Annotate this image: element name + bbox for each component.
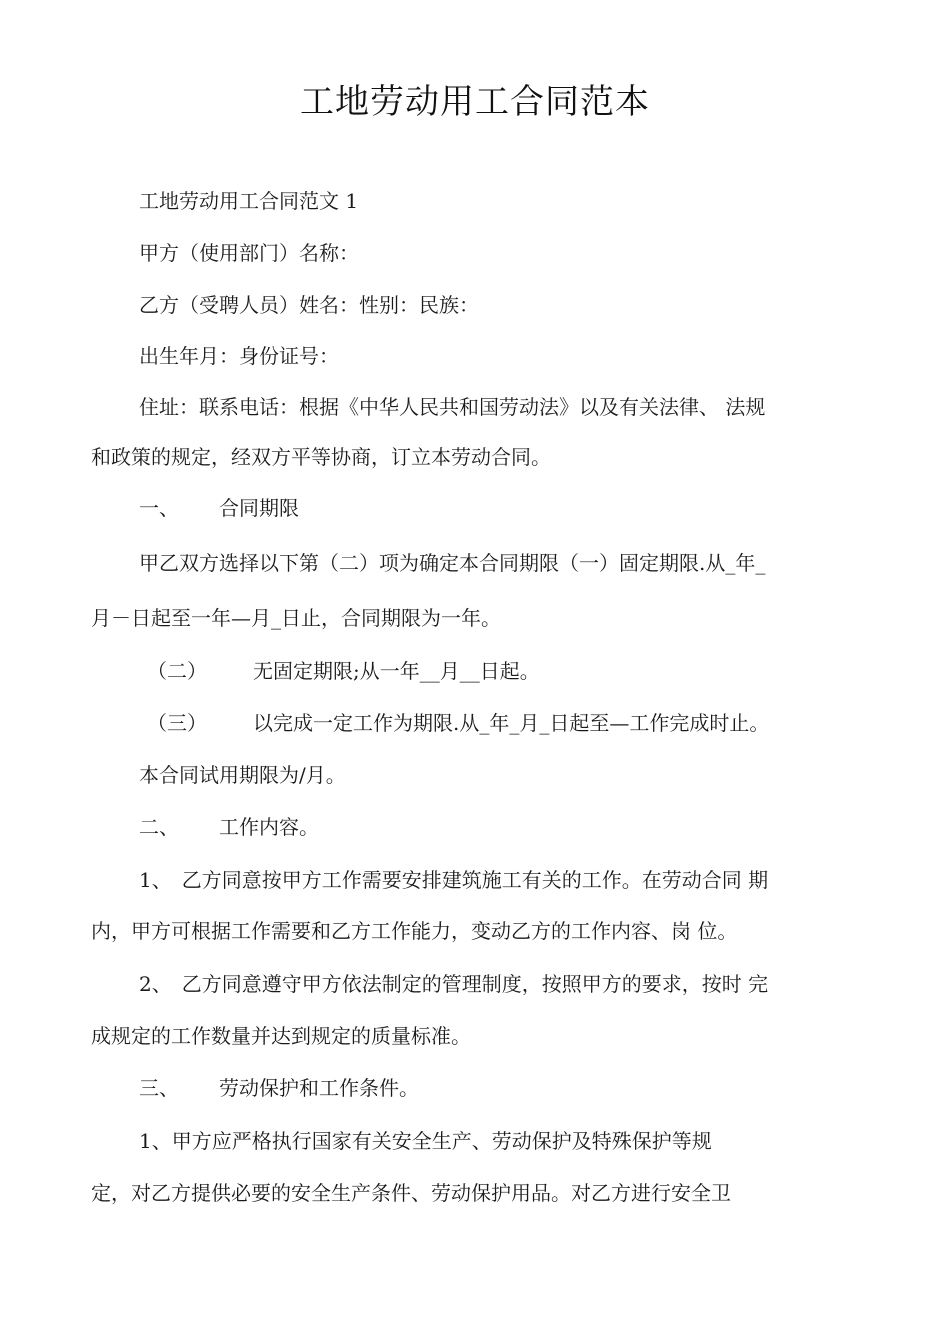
party-b-line: [139, 290, 479, 320]
clause-text: 乙方同意按甲方工作需要安排建筑施工有关的工作。在劳动合同 期: [181, 868, 769, 892]
section-number: 二、: [139, 815, 179, 839]
line-text: 乙方（受聘人员）姓名：性别：民族：: [139, 293, 479, 317]
section-heading: [139, 1073, 419, 1103]
document-title: 工地劳动用工合同范本: [300, 82, 650, 122]
birth-id-line: [139, 341, 339, 371]
item-text: 无固定期限;从一年__月__日起。: [253, 659, 540, 683]
line-text: 甲方（使用部门）名称：: [139, 241, 359, 265]
item-number: （三）: [147, 711, 207, 735]
section-heading: [139, 812, 319, 842]
section-heading-text: 劳动保护和工作条件。: [219, 1076, 419, 1100]
line-text: 住址：联系电话：根据《中华人民共和国劳动法》以及有关法律、 法规: [139, 395, 766, 419]
subtitle-line: [139, 186, 358, 216]
item-number: （二）: [147, 659, 207, 683]
line-text: 出生年月：身份证号：: [139, 344, 339, 368]
section-number: 一、: [139, 496, 179, 520]
clause-number: 1、: [139, 868, 172, 892]
clause-text: 乙方同意遵守甲方依法制定的管理制度，按照甲方的要求，按时 完: [181, 972, 769, 996]
address-line: [139, 392, 765, 422]
clause-continuation: [91, 1021, 471, 1051]
section-number: 三、: [139, 1076, 179, 1100]
line-text: 成规定的工作数量并达到规定的质量标准。: [91, 1024, 471, 1048]
clause-line: [139, 1126, 712, 1156]
probation-line: [139, 760, 346, 790]
term-choice-line: [139, 548, 765, 578]
clause-line: [139, 865, 768, 895]
line-text: 1、甲方应严格执行国家有关安全生产、劳动保护及特殊保护等规: [139, 1129, 712, 1153]
clause-line: [139, 969, 768, 999]
line-text: 内，甲方可根据工作需要和乙方工作能力，变动乙方的工作内容、岗 位。: [91, 919, 738, 943]
clause-continuation: [91, 916, 737, 946]
line-text: 定，对乙方提供必要的安全生产条件、劳动保护用品。对乙方进行安全卫: [91, 1181, 731, 1205]
item-text: 以完成一定工作为期限.从_年_月_日起至—工作完成时止。: [253, 711, 770, 735]
party-a-line: [139, 238, 359, 268]
line-text: 甲乙双方选择以下第（二）项为确定本合同期限（一）固定期限.从_年_: [139, 551, 766, 575]
clause-number: 2、: [139, 972, 172, 996]
line-text: 本合同试用期限为/月。: [139, 763, 346, 787]
section-heading: [139, 493, 299, 523]
list-item: [147, 656, 540, 686]
line-text: 月－日起至一年—月_日止，合同期限为一年。: [91, 606, 501, 630]
section-heading-text: 工作内容。: [219, 815, 319, 839]
line-text: 和政策的规定，经双方平等协商，订立本劳动合同。: [91, 445, 551, 469]
term-fixed-line: [91, 603, 501, 633]
section-heading-text: 合同期限: [219, 496, 299, 520]
policy-line: [91, 442, 551, 472]
line-text: 工地劳动用工合同范文 1: [139, 189, 359, 213]
clause-continuation: [91, 1178, 731, 1208]
list-item: [147, 708, 769, 738]
